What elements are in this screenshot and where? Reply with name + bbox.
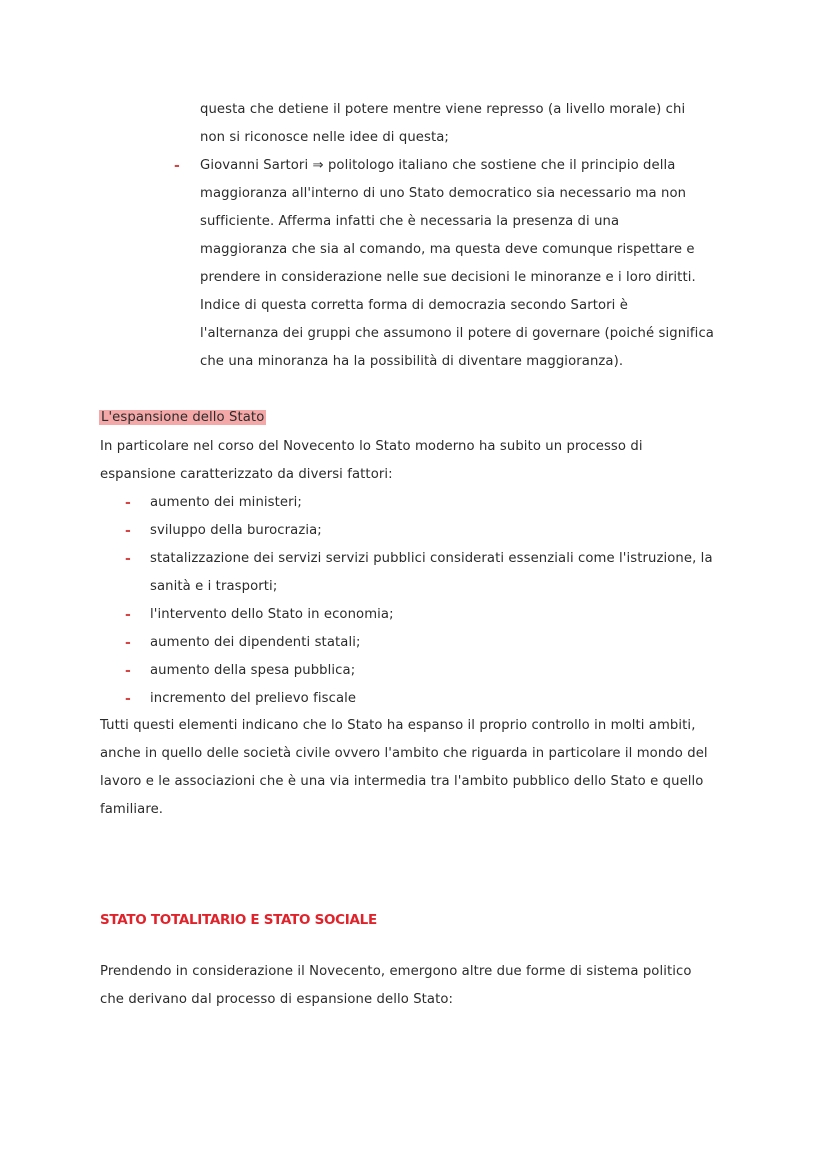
list-bullet-dash: -	[125, 635, 131, 651]
sartori-item-line: prendere in considerazione nelle sue decisioni le minoranze e i loro diritti.	[200, 270, 696, 285]
sartori-item-line: maggioranza all'interno di uno Stato democratico sia necessario ma non	[200, 186, 687, 201]
list-bullet-dash: -	[125, 523, 131, 539]
factor-item: aumento dei dipendenti statali;	[150, 635, 361, 650]
sartori-item-line: maggioranza che sia al comando, ma questa deve comunque rispettare e	[200, 242, 695, 257]
list-continuation-line: non si riconosce nelle idee di questa;	[200, 130, 449, 145]
list-bullet-dash: -	[125, 607, 131, 623]
list-continuation-line: questa che detiene il potere mentre viene represso (a livello morale) chi	[200, 102, 686, 117]
closing-line: lavoro e le associazioni che è una via intermedia tra l'ambito pubblico dello Stato e quello	[100, 774, 704, 789]
list-bullet-dash: -	[125, 495, 131, 511]
list-bullet-dash: -	[125, 691, 131, 707]
factor-item: sviluppo della burocrazia;	[150, 523, 322, 538]
sartori-item-line: Giovanni Sartori ⇒ politologo italiano che sostiene che il principio della	[200, 158, 676, 173]
intro-line: espansione caratterizzato da diversi fattori:	[100, 467, 393, 482]
closing-line: familiare.	[100, 802, 164, 817]
sartori-item-line: che una minoranza ha la possibilità di diventare maggioranza).	[200, 354, 624, 369]
factor-item: statalizzazione dei servizi servizi pubblici considerati essenziali come l'istruzione, la	[150, 551, 713, 566]
closing-line: Tutti questi elementi indicano che lo Stato ha espanso il proprio controllo in molti ambiti,	[100, 718, 696, 733]
list-bullet-dash: -	[125, 551, 131, 567]
factor-item: aumento della spesa pubblica;	[150, 663, 356, 678]
section-title-totalitarian: STATO TOTALITARIO E STATO SOCIALE	[100, 912, 377, 928]
list-bullet-dash: -	[174, 158, 180, 174]
factor-item-continuation: sanità e i trasporti;	[150, 579, 278, 594]
sartori-item-line: l'alternanza dei gruppi che assumono il potere di governare (poiché significa	[200, 326, 714, 341]
factor-item: l'intervento dello Stato in economia;	[150, 607, 394, 622]
sartori-item-line: sufficiente. Afferma infatti che è necessaria la presenza di una	[200, 214, 620, 229]
totalitarian-line: che derivano dal processo di espansione dello Stato:	[100, 992, 454, 1007]
intro-line: In particolare nel corso del Novecento lo Stato moderno ha subito un processo di	[100, 439, 643, 454]
section-heading-expansion	[99, 408, 266, 428]
sartori-item-line: Indice di questa corretta forma di democrazia secondo Sartori è	[200, 298, 628, 313]
totalitarian-line: Prendendo in considerazione il Novecento, emergono altre due forme di sistema politico	[100, 964, 692, 979]
list-bullet-dash: -	[125, 663, 131, 679]
factor-item: incremento del prelievo fiscale	[150, 691, 357, 706]
closing-line: anche in quello delle società civile ovvero l'ambito che riguarda in particolare il mondo del	[100, 746, 708, 761]
heading-highlight: L'espansione dello Stato	[101, 410, 265, 425]
factor-item: aumento dei ministeri;	[150, 495, 302, 510]
